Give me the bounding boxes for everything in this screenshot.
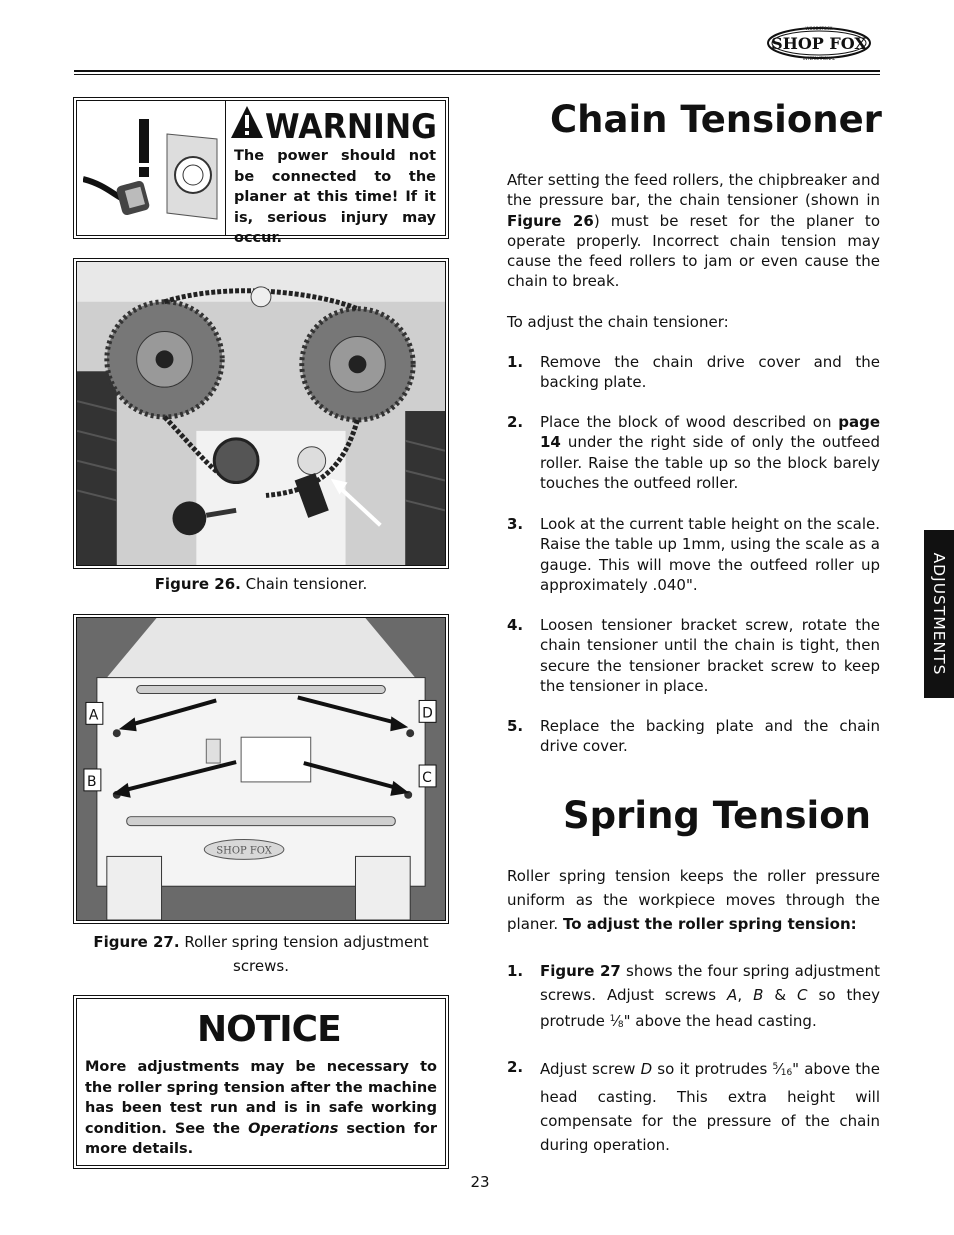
warning-divider [225,101,226,235]
chain-step-2: 2. Place the block of wood described on page 14 under the right side of only the outfeed roller. Raise the table up so the block barely touches the outfeed roller. [507,413,880,492]
warning-message: The power should not be connected to the planer at this time! If it is, serious injury may occur. [234,148,436,246]
figure-27-caption [76,930,446,978]
figure-26-caption-text: Chain tensioner. [240,575,368,593]
warning-title-text: WARNING [265,107,437,143]
figure-26-caption [76,572,446,596]
notice-box [76,998,446,1166]
label-a: A [88,707,99,724]
header-rule-thin [74,74,880,75]
logo-arc-top: WOODSTOCK [805,26,833,31]
notice-message: More adjustments may be necessary to the roller spring tension after the machine has been test run and is in safe working condition. See the Operations section for more details. [85,1059,437,1157]
spring-tension-heading: Spring Tension [563,794,871,837]
chain-lead-text: To adjust the chain tensioner: [507,313,729,331]
section-tab-adjustments: ADJUSTMENTS [924,530,954,698]
header-rule [74,70,880,72]
notice-title: NOTICE [197,1009,341,1050]
warning-box [76,100,446,246]
chain-intro-paragraph: After setting the feed rollers, the chipbreaker and the pressure bar, the chain tensioner (shown in Figure 26) must be reset for the planer to operate properly. Incorrect chain tension may cause the feed rollers to jam or even cause the chain to break. [507,171,880,291]
spring-step-1: 1. Figure 27 shows the four spring adjustment screws. Adjust screws A, B & C so they protrude $^1⁄_8$" above the head casting. [507,962,880,1030]
logo-text: SHOP FOX [771,34,867,53]
power-plug-illustration [83,109,219,229]
spring-intro-paragraph: Roller spring tension keeps the roller pressure uniform as the workpiece moves through the planer. To adjust the roller spring tension: [507,867,880,933]
warning-title [229,103,443,143]
chain-step-3: 3. Look at the current table height on the scale. Raise the table up 1mm, using the scale as a gauge. This will move the outfeed roller up approximately .040". [507,515,880,594]
label-b: B [86,773,97,790]
machine-plate-text: SHOP FOX [216,845,272,857]
page-number: 23 [470,1173,490,1191]
figure-27-label: Figure 27. [93,933,180,951]
label-c: C [422,769,432,786]
shop-fox-logo [766,24,872,62]
chain-step-5: 5. Replace the backing plate and the chain drive cover. [507,717,880,756]
figure-27-caption-text: Roller spring tension adjustment screws. [179,933,429,975]
chain-tensioner-heading: Chain Tensioner [550,98,882,141]
spring-step-2: 2. Adjust screw D so it protrudes $^5⁄_{16}$" above the head casting. This extra height will compensate for the pressure of the chain during operation. [507,1058,880,1154]
figure-27-photo [76,617,446,921]
label-d: D [422,705,433,722]
chain-step-1: 1. Remove the chain drive cover and the backing plate. [507,353,880,392]
figure-26-photo [76,261,446,566]
figure-26-label: Figure 26. [154,575,241,593]
chain-step-4: 4. Loosen tensioner bracket screw, rotate the chain tensioner until the chain is tight, then secure the tensioner bracket screw to keep the tensioner in place. [507,616,880,695]
logo-arc-bottom: INTERNATIONAL [802,56,836,61]
